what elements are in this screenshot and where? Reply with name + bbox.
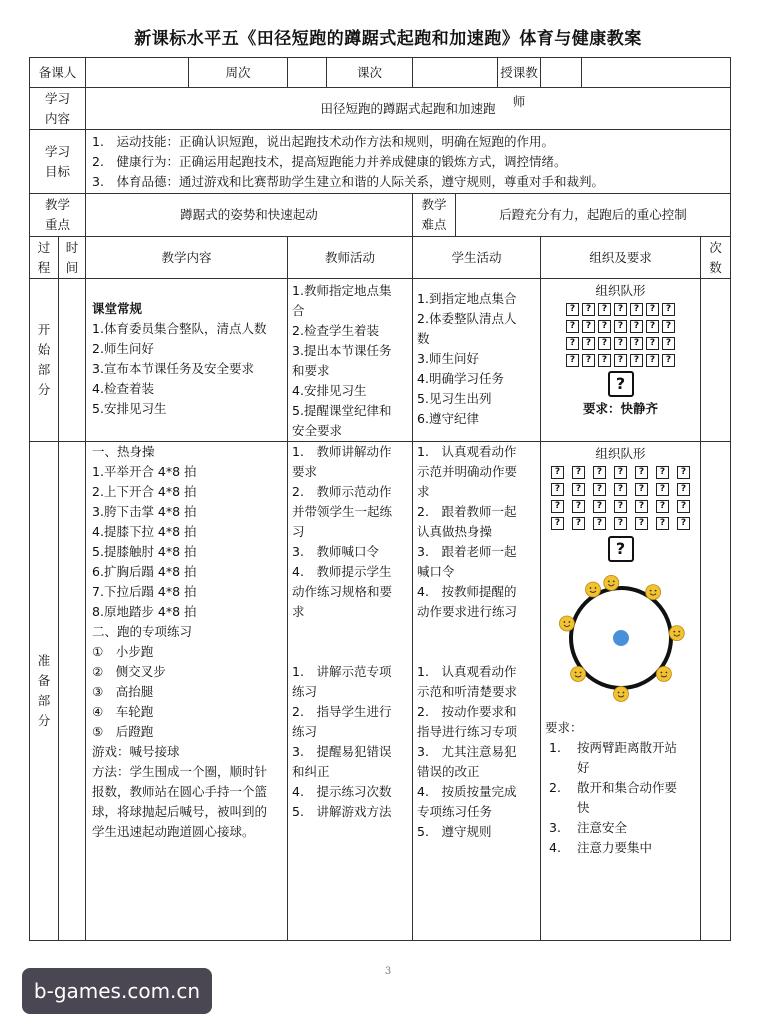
objective-item: 1. 运动技能：正确认识短跑，说出起跑技术动作方法和规则，明确在短跑的作用。 [92, 133, 554, 149]
student-marker-icon: ? [551, 466, 564, 479]
list-item: ⑤ 后蹬跑 [92, 724, 154, 739]
student-marker-icon: ? [630, 337, 643, 350]
student-marker-icon: ? [662, 337, 675, 350]
key-points-row [30, 194, 731, 237]
student-marker-icon: ? [646, 337, 659, 350]
student-marker-icon: ? [662, 320, 675, 333]
objectives-list [86, 130, 731, 194]
difficulty-value: 后蹬充分有力，起跑后的重心控制 [499, 207, 687, 222]
column-header-row [30, 237, 731, 279]
prep-content [86, 442, 288, 941]
list-item: 动作要求进行练习 [417, 604, 518, 619]
routine-title: 课堂常规 [92, 301, 143, 316]
requirement-item: 2. 散开和集合动作要 快 [549, 780, 678, 815]
prep-section-row [30, 442, 731, 941]
list-item: 1. 教师讲解动作 [292, 444, 392, 459]
prep-section-name: 准 备 部 分 [30, 442, 59, 941]
start-requirement: 要求：快静齐 [583, 401, 659, 416]
student-marker-icon: ? [635, 517, 648, 530]
student-marker-icon: ? [630, 320, 643, 333]
student-marker-icon: ? [662, 354, 675, 367]
student-marker-icon: ? [566, 303, 579, 316]
prep-time [59, 442, 86, 941]
student-marker-icon: ? [614, 466, 627, 479]
list-item: 2. 教师示范动作 [292, 484, 392, 499]
week-value [288, 58, 326, 87]
list-item: 练习 [292, 724, 318, 739]
student-face-icon [559, 616, 574, 631]
col-org: 组织及要求 [541, 237, 701, 279]
game-circle-svg [546, 568, 696, 708]
start-teacher: 1.教师指定地点集 合 2.检查学生着装 3.提出本节课任务 和要求 4.安排见习生 5.提醒课堂纪律和 安全要求 [288, 279, 413, 442]
list-item: 学生迅速起动跑道圆心接球。 [92, 824, 255, 839]
student-marker-icon: ? [635, 483, 648, 496]
objectives-row [30, 130, 731, 194]
list-item: 指导进行练习专项 [417, 724, 518, 739]
week-label: 周次 [225, 65, 251, 80]
student-marker-icon: ? [614, 500, 627, 513]
start-student: 1.到指定地点集合 2.体委整队清点人 数 3.师生问好 4.明确学习任务 5.见习生出列 6.遵守纪律 [413, 279, 541, 442]
list-item: 专项练习任务 [417, 804, 493, 819]
student-marker-icon: ? [572, 483, 585, 496]
student-marker-icon: ? [598, 337, 611, 350]
objectives-label: 学习 目标 [30, 130, 86, 194]
list-item: 8.原地踏步 4*8 拍 [92, 604, 197, 619]
student-marker-icon: ? [614, 354, 627, 367]
teacher-label: 授课教师 [497, 58, 540, 87]
requirement-item: 1. 按两臂距离散开站 好 [549, 740, 678, 775]
student-marker-icon: ? [646, 320, 659, 333]
student-marker-icon: ? [677, 517, 690, 530]
requirement-item: 3. 注意安全 [549, 820, 628, 835]
student-marker-icon: ? [677, 500, 690, 513]
list-item: 4. 按教师提醒的 [417, 584, 517, 599]
key-points-label: 教学 重点 [30, 194, 86, 237]
student-marker-icon: ? [614, 303, 627, 316]
list-item: 4. 按质按量完成 [417, 784, 517, 799]
list-item: 动作练习规格和要 [292, 584, 393, 599]
objective-item: 3. 体育品德：通过游戏和比赛帮助学生建立和谐的人际关系，遵守规则，尊重对手和裁判。 [92, 173, 604, 189]
student-marker-icon: ? [598, 303, 611, 316]
list-item: 6.扩胸后蹋 4*8 拍 [92, 564, 197, 579]
student-marker-icon: ? [566, 337, 579, 350]
formation-title: 组织队形 [595, 446, 646, 461]
student-face-icon [613, 687, 628, 702]
prep-org [541, 442, 701, 941]
preparer-value [86, 58, 189, 87]
start-count [701, 279, 731, 442]
student-marker-icon: ? [630, 303, 643, 316]
student-marker-icon: ? [614, 483, 627, 496]
game-circle-diagram [545, 568, 696, 714]
student-marker-icon: ? [593, 483, 606, 496]
list-item: 1. 讲解示范专项 [292, 664, 392, 679]
start-section-name: 开 始 部 分 [30, 279, 59, 442]
list-item: 2. 指导学生进行 [292, 704, 392, 719]
student-marker-icon: ? [572, 500, 585, 513]
list-item: ④ 车轮跑 [92, 704, 154, 719]
prep-req-label: 要求： [545, 720, 583, 735]
student-marker-icon: ? [662, 303, 675, 316]
student-marker-icon: ? [551, 483, 564, 496]
student-marker-icon: ? [656, 466, 669, 479]
list-item: 3. 教师喊口令 [292, 544, 379, 559]
student-marker-icon: ? [656, 517, 669, 530]
prep-count [701, 442, 731, 941]
start-content: 课堂常规 1.体育委员集合整队，清点人数 2.师生问好 3.宣布本节课任务及安全要求 4.检查着装 5.安排见习生 [86, 279, 288, 442]
content-value: 田径短跑的蹲踞式起跑和加速跑 [86, 88, 731, 130]
teacher-marker-icon: ? [608, 536, 634, 562]
key-points-value: 蹲踞式的姿势和快速起动 [86, 194, 413, 237]
list-item: 7.下拉后蹋 4*8 拍 [92, 584, 197, 599]
start-section-row [30, 279, 731, 442]
prep-requirements [545, 738, 696, 858]
teacher-marker-icon: ? [608, 371, 634, 397]
list-item: 错误的改正 [417, 764, 480, 779]
page-number: 3 [384, 966, 392, 977]
list-item: 2.上下开合 4*8 拍 [92, 484, 197, 499]
student-marker-icon: ? [635, 500, 648, 513]
list-item: 一、热身操 [92, 444, 155, 459]
student-marker-icon: ? [582, 303, 595, 316]
lesson-value [413, 58, 497, 87]
student-marker-icon: ? [646, 303, 659, 316]
formation-title: 组织队形 [595, 283, 646, 298]
objective-item: 2. 健康行为：正确运用起跑技术，提高短跑能力并养成健康的锻炼方式，调控情绪。 [92, 153, 567, 169]
teacher-center-icon [613, 630, 629, 646]
student-marker-icon: ? [646, 354, 659, 367]
requirement-item: 4. 注意力要集中 [549, 840, 653, 855]
watermark: b-games.com.cn [22, 968, 212, 1014]
student-marker-icon: ? [614, 337, 627, 350]
student-marker-icon: ? [593, 500, 606, 513]
list-item: 球，将球抛起后喊号，被叫到的 [92, 804, 268, 819]
list-item: 5.提膝触肘 4*8 拍 [92, 544, 197, 559]
list-item: 4. 提示练习次数 [292, 784, 392, 799]
start-time [59, 279, 86, 442]
col-student: 学生活动 [413, 237, 541, 279]
list-item: 和纠正 [292, 764, 330, 779]
content-label: 学习 内容 [30, 88, 86, 130]
student-marker-icon: ? [677, 466, 690, 479]
student-marker-icon: ? [572, 466, 585, 479]
col-process: 过 程 [30, 237, 59, 279]
list-item: 练习 [292, 684, 318, 699]
list-item: 认真做热身操 [417, 524, 493, 539]
student-face-icon [570, 666, 585, 681]
list-item: 求 [292, 604, 305, 619]
list-item: 方法：学生围成一个圈，顺时针 [92, 764, 268, 779]
student-marker-icon: ? [593, 466, 606, 479]
student-marker-icon: ? [656, 500, 669, 513]
start-formation-grid [545, 303, 696, 367]
lesson-label: 课次 [326, 58, 412, 87]
col-teacher: 教师活动 [288, 237, 413, 279]
start-org [541, 279, 701, 442]
list-item: 示范并明确动作要 [417, 464, 518, 479]
list-item: 二、跑的专项练习 [92, 624, 193, 639]
list-item: 1. 认真观看动作 [417, 444, 517, 459]
student-marker-icon: ? [614, 320, 627, 333]
student-face-icon [656, 666, 671, 681]
student-marker-icon: ? [593, 517, 606, 530]
student-marker-icon: ? [598, 320, 611, 333]
list-item: 习 [292, 524, 305, 539]
page-title: 新课标水平五《田径短跑的蹲踞式起跑和加速跑》体育与健康教案 [134, 29, 642, 49]
student-face-icon [585, 582, 600, 597]
difficulty-label: 教学 难点 [413, 194, 456, 236]
list-item: 5. 讲解游戏方法 [292, 804, 392, 819]
list-item: 3. 提醒易犯错误 [292, 744, 392, 759]
student-marker-icon: ? [598, 354, 611, 367]
student-marker-icon: ? [572, 517, 585, 530]
list-item: 5. 遵守规则 [417, 824, 492, 839]
col-content: 教学内容 [86, 237, 288, 279]
list-item: 示范和听清楚要求 [417, 684, 518, 699]
teacher-value [581, 58, 730, 87]
list-item: 3. 尤其注意易犯 [417, 744, 517, 759]
list-item: ① 小步跑 [92, 644, 154, 659]
col-count: 次 数 [701, 237, 731, 279]
student-marker-icon: ? [656, 483, 669, 496]
student-marker-icon: ? [566, 320, 579, 333]
col-time: 时 间 [59, 237, 86, 279]
preparer-label: 备课人 [30, 58, 86, 88]
list-item: 4. 教师提示学生 [292, 564, 392, 579]
list-item: 报数，教师站在圆心手持一个篮 [92, 784, 268, 799]
list-item: 喊口令 [417, 564, 455, 579]
list-item: 1.平举开合 4*8 拍 [92, 464, 197, 479]
student-marker-icon: ? [566, 354, 579, 367]
prep-teacher [288, 442, 413, 941]
header-row [30, 58, 731, 88]
prep-student [413, 442, 541, 941]
list-item: 2. 跟着教师一起 [417, 504, 517, 519]
student-face-icon [645, 585, 660, 600]
student-marker-icon: ? [635, 466, 648, 479]
list-item: ② 侧交叉步 [92, 664, 166, 679]
list-item: 3. 跟着老师一起 [417, 544, 517, 559]
list-item: 求 [417, 484, 430, 499]
student-face-icon [603, 575, 618, 590]
list-item: 2. 按动作要求和 [417, 704, 517, 719]
student-marker-icon: ? [582, 337, 595, 350]
list-item: 3.胯下击掌 4*8 拍 [92, 504, 197, 519]
prep-formation-grid [545, 466, 696, 530]
list-item: 要求 [292, 464, 318, 479]
student-marker-icon: ? [614, 517, 627, 530]
list-item: 游戏：喊号接球 [92, 744, 180, 759]
student-marker-icon: ? [677, 483, 690, 496]
content-row [30, 88, 731, 130]
list-item: ③ 高抬腿 [92, 684, 154, 699]
student-face-icon [669, 626, 684, 641]
list-item: 4.提膝下拉 4*8 拍 [92, 524, 197, 539]
student-marker-icon: ? [582, 320, 595, 333]
student-marker-icon: ? [551, 500, 564, 513]
list-item: 1. 认真观看动作 [417, 664, 517, 679]
student-marker-icon: ? [630, 354, 643, 367]
student-marker-icon: ? [551, 517, 564, 530]
list-item: 并带领学生一起练 [292, 504, 393, 519]
student-marker-icon: ? [582, 354, 595, 367]
lesson-plan-table [29, 57, 731, 941]
